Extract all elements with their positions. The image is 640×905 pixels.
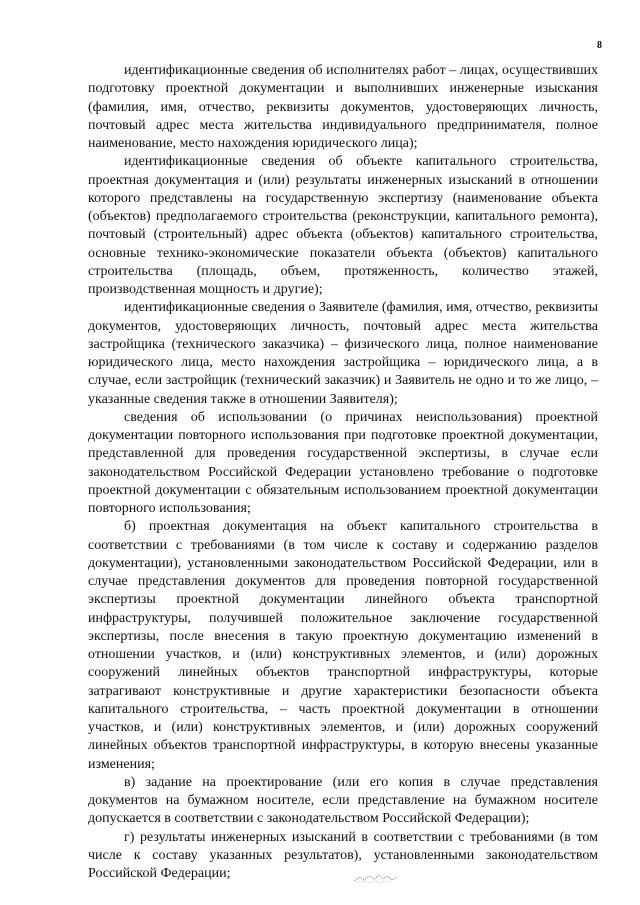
paragraph-item-g: г) результаты инженерных изысканий в соответствии с требованиями (в том числе к составу указанных результатов), установленными законодательством Российской Федерации; [88,829,598,881]
page-number: 8 [597,40,602,51]
paragraph-object-info: идентификационные сведения об объекте капитального строительства, проектная документация и (или) результаты инженерных изысканий в отношении которого представлены на государственную экспертизу (наименование объекта (объектов) предполагаемого строительства (реконструкции, капитального ремонта), почтовый (строительный) адрес объекта (объектов) капитального строительства, основные технико-экономические показатели объекта (объектов) капитального строительства (площадь, объем, протяженность, количество этажей, производственная мощность и другие); [88,154,598,297]
scan-artifact-mark [352,872,402,886]
paragraph-item-b: б) проектная документация на объект капитального строительства в соответствии с требованиями (в том числе к составу и содержанию разделов документации), установленными законодательством Российской Федерации, или в случае представления документов для проведения повторной государственной экспертизы проектной документации линейного объекта транспортной инфраструктуры, получившей положительное заключение государственной экспертизы, после внесения в такую проектную документацию изменений в отношении участков, и (или) конструктивных элементов, и (или) дорожных сооружений линейных объектов транспортной инфраструктуры, которые затрагивают конструктивные и другие характеристики безопасности объекта капитального строительства, – часть проектной документации в отношении участков, и (или) конструктивных элементов, и (или) дорожных сооружений линейных объектов транспортной инфраструктуры, в которую внесены указанные изменения; [88,519,598,772]
paragraph-contractors: идентификационные сведения об исполнителях работ – лицах, осуществивших подготовку проектной документации и выполнивших инженерные изыскания (фамилия, имя, отчество, реквизиты документов, удостоверяющих личность, почтовый адрес места жительства индивидуального предпринимателя, полное наименование, место нахождения юридического лица); [88,63,598,151]
document-body [88,62,598,883]
paragraph-applicant-info: идентификационные сведения о Заявителе (фамилия, имя, отчество, реквизиты документов, удостоверяющих личность, почтовый адрес места жительства застройщика (технического заказчика) – физического лица, полное наименование юридического лица, место нахождения застройщика – юридического лица, а в случае, если застройщик (технический заказчик) и Заявитель не одно и то же лицо, – указанные сведения также в отношении Заявителя); [88,300,598,407]
paragraph-item-v: в) задание на проектирование (или его копия в случае представления документов на бумажном носителе, если представление на бумажном носителе допускается в соответствии с законодательством Российской Федерации); [88,774,598,827]
paragraph-reuse-documentation: сведения об использовании (о причинах неиспользования) проектной документации повторного использования при подготовке проектной документации, представленной для проведения государственной экспертизы, в случае если законодательством Российской Федерации установлено требование о подготовке проектной документации с обязательным использованием проектной документации повторного использования; [88,409,598,516]
